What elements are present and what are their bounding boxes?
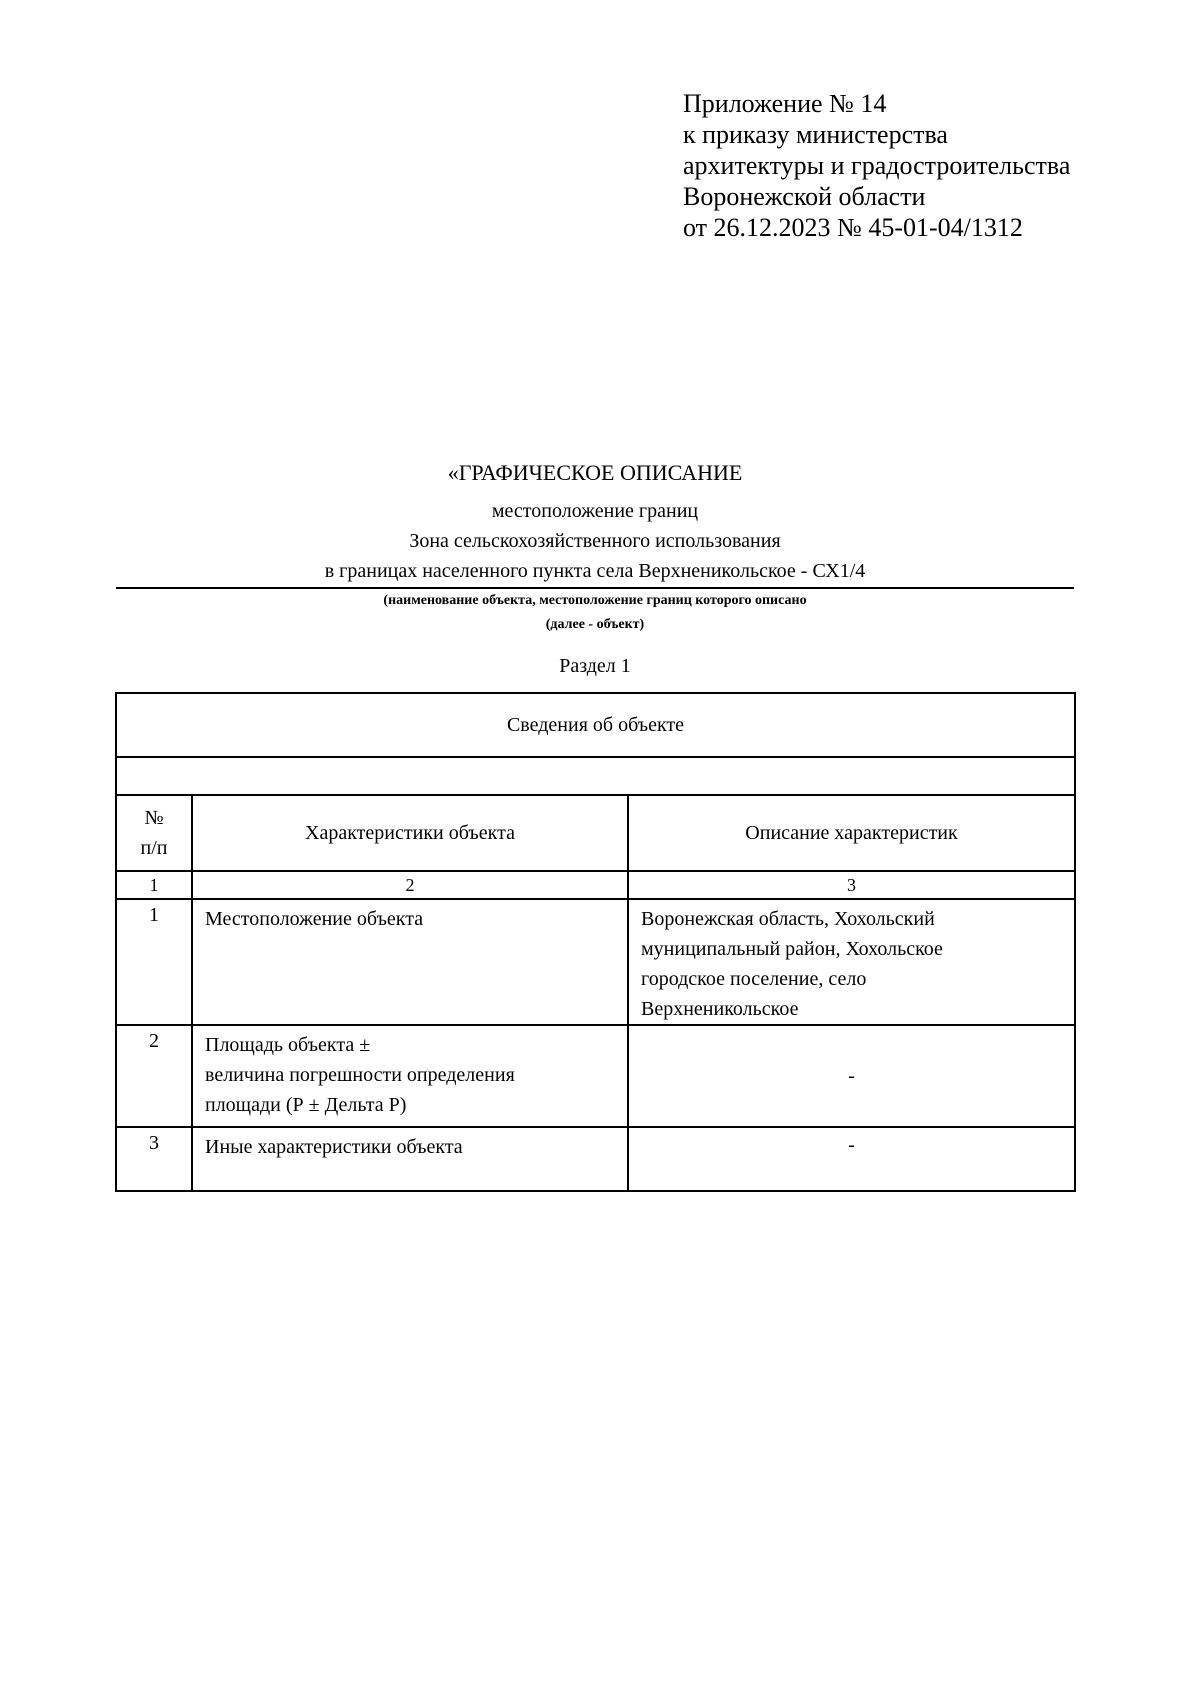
characteristic-line: величина погрешности определения [205,1064,515,1086]
characteristic-line: Площадь объекта ± [205,1034,371,1056]
table-row [116,1127,1075,1191]
section-label: Раздел 1 [559,655,631,677]
column-number: 3 [628,871,1075,899]
annex-line: Воронежской области [683,182,926,211]
caption-note: (далее - объект) [545,617,645,632]
row-description: - [628,1127,1075,1191]
annex-line: Приложение № 14 [683,89,887,118]
characteristic-line: площади (Р ± Дельта Р) [205,1094,407,1116]
empty-cell [116,757,1075,795]
column-number: 1 [116,871,192,899]
annex-line: к приказу министерства [683,120,948,149]
row-characteristic [192,1025,628,1127]
object-info-table [115,692,1076,1192]
description-line: Воронежская область, Хохольский [641,908,935,930]
caption-note: (наименование объекта, местоположение границ которого описано [383,593,807,608]
table-title: Сведения об объекте [116,693,1075,757]
column-number: 2 [192,871,628,899]
description-line: муниципальный район, Хохольское [641,938,943,960]
header-characteristics: Характеристики объекта [192,795,628,871]
underline-divider [116,587,1074,589]
description-line: Верхненикольское [641,998,799,1020]
row-description [628,899,1075,1025]
header-number-label: п/п [140,837,168,859]
row-index: 1 [116,899,192,1025]
document-title: «ГРАФИЧЕСКОЕ ОПИСАНИЕ [447,460,743,485]
row-description: - [628,1025,1075,1127]
column-number-row [116,871,1075,899]
description-line: городское поселение, село [641,968,867,990]
table-title-row [116,693,1075,757]
row-characteristic: Иные характеристики объекта [192,1127,628,1191]
annex-line: архитектуры и градостроительства [683,151,1071,180]
table-row [116,899,1075,1025]
header-description: Описание характеристик [628,795,1075,871]
table-header-row [116,795,1075,871]
header-number-sign: № [144,807,164,829]
row-index: 3 [116,1127,192,1191]
row-characteristic: Местоположение объекта [192,899,628,1025]
heading-line: Зона сельскохозяйственного использования [409,530,781,552]
annex-line: от 26.12.2023 № 45-01-04/1312 [683,213,1023,242]
heading-line: в границах населенного пункта села Верхненикольское - СХ1/4 [324,560,866,582]
table-empty-row [116,757,1075,795]
table-row [116,1025,1075,1127]
row-index: 2 [116,1025,192,1127]
annex-block [683,88,1070,243]
heading-line: местоположение границ [491,500,699,522]
header-number [116,795,192,871]
